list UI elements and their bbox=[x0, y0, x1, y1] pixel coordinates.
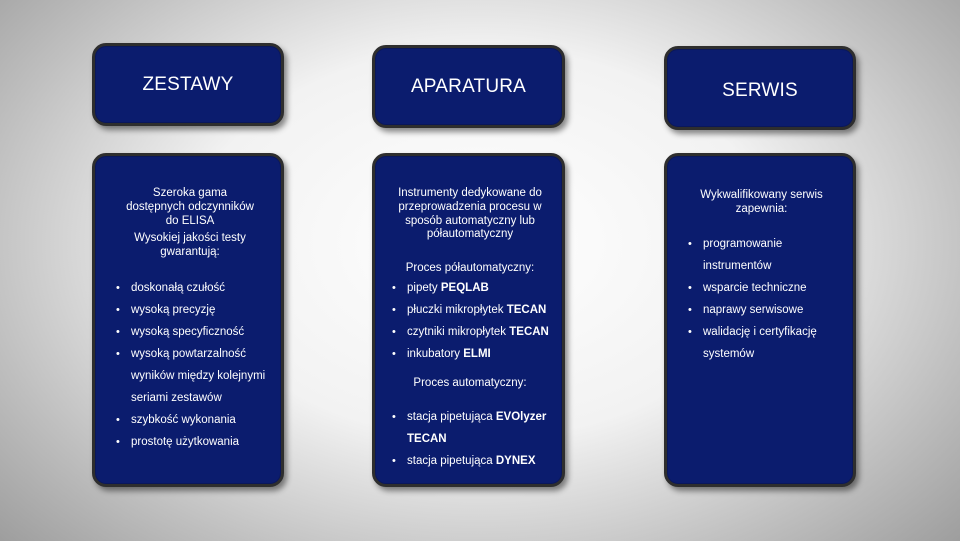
list-item: • wysoką precyzję bbox=[116, 304, 281, 326]
header-zestawy: ZESTAWY bbox=[142, 73, 234, 95]
zestawy-list bbox=[116, 282, 281, 458]
serwis-panel bbox=[664, 153, 856, 487]
header-serwis: SERWIS bbox=[722, 80, 798, 101]
header-box-serwis bbox=[664, 46, 856, 130]
list-item: wyników między kolejnymi bbox=[131, 370, 266, 382]
list-item: • stacja pipetująca EVOlyzer bbox=[392, 411, 564, 433]
list-item: • pipety PEQLAB bbox=[392, 282, 564, 304]
list-item: • wysoką powtarzalność bbox=[116, 348, 281, 370]
list-item: • płuczki mikropłytek TECAN bbox=[392, 304, 564, 326]
serwis-list bbox=[688, 238, 856, 370]
list-item: • walidację i certyfikację bbox=[688, 326, 856, 348]
aparatura-intro: Instrumenty dedykowane do przeprowadzenia procesu w sposób automatyczny lub półautomatyczny bbox=[398, 187, 542, 241]
serwis-intro: Wykwalifikowany serwis zapewnia: bbox=[700, 189, 823, 215]
list-item: • inkubatory ELMI bbox=[392, 348, 564, 370]
list-item: • szybkość wykonania bbox=[116, 414, 281, 436]
list-item: • programowanie bbox=[688, 238, 856, 260]
aparatura-auto-heading: Proces automatyczny: bbox=[413, 377, 527, 389]
list-item: • czytniki mikropłytek TECAN bbox=[392, 326, 564, 348]
header-box-aparatura bbox=[372, 45, 565, 128]
list-item: • naprawy serwisowe bbox=[688, 304, 856, 326]
list-item: • wysoką specyficzność bbox=[116, 326, 281, 348]
list-item: • doskonałą czułość bbox=[116, 282, 281, 304]
list-item: instrumentów bbox=[703, 260, 772, 272]
list-item: • wsparcie techniczne bbox=[688, 282, 856, 304]
aparatura-panel bbox=[372, 153, 565, 487]
zestawy-subheading: Wysokiej jakości testy gwarantują: bbox=[134, 232, 246, 258]
zestawy-panel bbox=[92, 153, 284, 487]
list-item: • stacja pipetująca DYNEX bbox=[392, 455, 564, 477]
list-item: TECAN bbox=[407, 433, 447, 445]
aparatura-semi-list bbox=[392, 282, 564, 370]
zestawy-intro: Szeroka gama dostępnych odczynników do ELISA bbox=[126, 187, 254, 227]
list-item: • prostotę użytkowania bbox=[116, 436, 281, 458]
aparatura-semi-heading: Proces półautomatyczny: bbox=[405, 262, 535, 274]
list-item: systemów bbox=[703, 348, 755, 360]
list-item: seriami zestawów bbox=[131, 392, 222, 404]
header-aparatura: APARATURA bbox=[410, 75, 527, 97]
aparatura-auto-list bbox=[392, 411, 564, 477]
header-box-zestawy bbox=[92, 43, 284, 126]
